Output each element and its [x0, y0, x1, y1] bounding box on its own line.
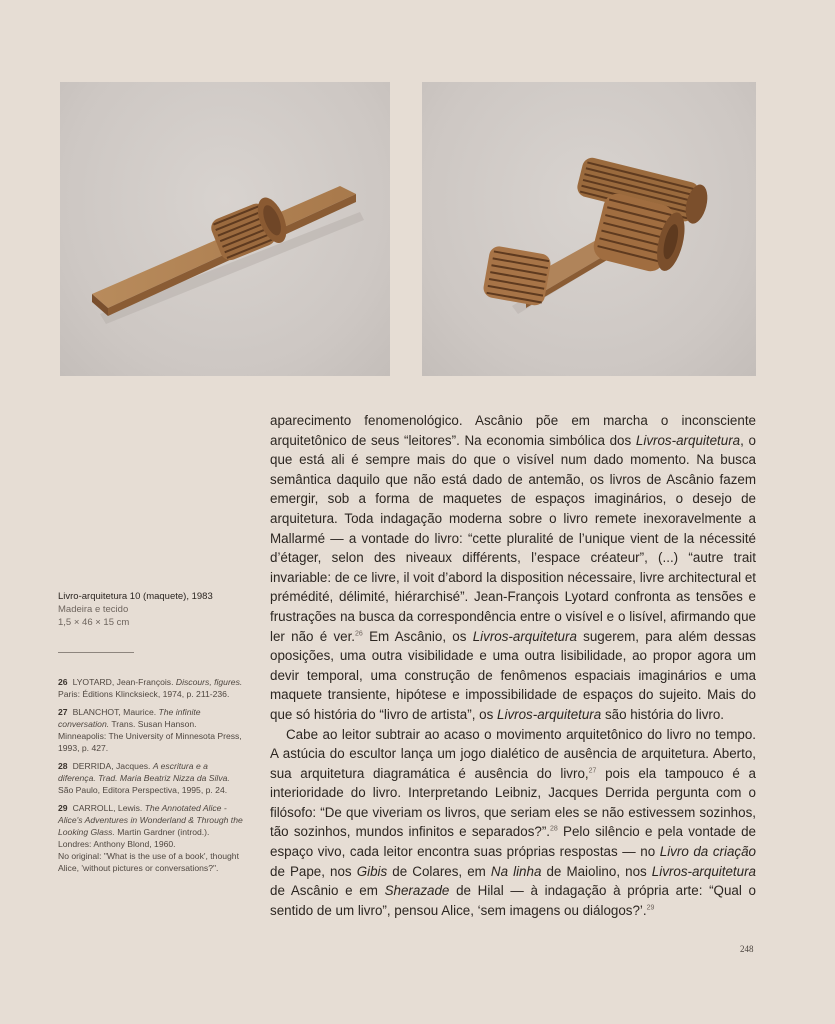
- caption-material: Madeira e tecido: [58, 604, 129, 615]
- text-run-italic: Gibis: [356, 863, 388, 879]
- text-run-italic: Livro da criação: [659, 844, 757, 860]
- text-run: de Ascânio e em: [270, 883, 385, 899]
- footnote-author: LYOTARD, Jean-François.: [72, 677, 176, 687]
- text-run: , o que está ali é sempre mais do que o visível num dado momento. Na busca semântica daquilo que não está dado de antemão, os livros de Ascânio fazem emergir, sob a forma de maquetes de espaços imaginários, o desejo de arquitetura. Toda indagação moderna sobre o livro remete inexoravelmente a Mallarmé — a vontade do livro: “cette pluralité de l’unique vient de la nécessité d’étager, selon des niveaux différents, l’espace créateur”, (...) “autre trait invariable: de ce livre, il voit d’abord la disposition nécessaire, livre architectural et prémédité, délimité, hiérarchisé”. Jean-François Lyotard confronta as tensões e frustrações na busca da correspondência entre o visível e o lisível, afirmando que ler não é ver.: [270, 432, 756, 644]
- text-run-italic: Livros-arquitetura: [472, 628, 577, 644]
- footnote-ref-26: 26: [355, 630, 363, 638]
- footnote-ref-28: 28: [550, 826, 558, 833]
- footnote-rest: Paris: Éditions Klincksieck, 1974, p. 211-236.: [58, 689, 230, 699]
- text-run: Pelo silêncio e pela vontade de espaço vivo, cada leitor encontra suas próprias respostas — no: [270, 824, 756, 860]
- footnote-divider: [58, 652, 134, 653]
- figure-caption: [58, 590, 238, 629]
- text-run-italic: Na linha: [490, 863, 542, 879]
- paragraph-1: [270, 411, 756, 725]
- footnote-rest: São Paulo, Editora Perspectiva, 1995, p. 24.: [58, 785, 228, 795]
- text-run: aparecimento fenomenológico. Ascânio põe em marcha o inconsciente arquitetônico de seus “leitores”. Na economia simbólica dos: [270, 413, 756, 448]
- photo-left: [60, 82, 390, 376]
- caption-dimensions: 1,5 × 46 × 15 cm: [58, 617, 130, 628]
- footnote-title: Discours, figures.: [175, 677, 243, 687]
- text-run: de Pape, nos: [270, 863, 357, 879]
- footnote-original-quote: No original: "What is the use of a book', thought Alice, 'without pictures or conversations?".: [58, 851, 239, 873]
- footnote-title: The Annotated Alice - Alice's Adventures in Wonderland & Through the Looking Glass.: [58, 803, 243, 837]
- text-run: sugerem, para além dessas oposições, uma outra visibilidade e uma outra lisibilidade, ao propor agora um devir temporal, uma construção de fenômenos espaciais imaginários e uma maquete transiente, hipótese e impossibilidade de espaços do sujeito. Mais do que só história do “livro de artista”, os: [270, 628, 757, 722]
- footnote-number: 29: [58, 803, 68, 813]
- text-run: pois ela tampouco é a interioridade do livro. Interpretando Leibniz, Jacques Derrida pergunta com o filósofo: “De que viveriam os livros, que seriam eles se não estivessem sozinhos, tão sozinhos, mundos infinitos e separados?”.: [270, 765, 756, 840]
- footnote-rest: Martin Gardner (introd.). Londres: Anthony Blond, 1960.: [58, 827, 210, 849]
- text-run: de Maiolino, nos: [541, 863, 652, 879]
- paragraph-2: [270, 725, 756, 921]
- footnote-title: The infinite conversation.: [58, 707, 201, 729]
- text-run: de Colares, em: [387, 863, 491, 879]
- caption-title: Livro-arquitetura 10: [58, 591, 141, 602]
- footnote-number: 26: [58, 677, 68, 687]
- footnote-28: [58, 760, 244, 796]
- footnote-author: DERRIDA, Jacques.: [72, 761, 153, 771]
- text-run: Em Ascânio, os: [362, 628, 473, 644]
- text-run: Cabe ao leitor subtrair ao acaso o movimento arquitetônico do livro no tempo. A astúcia do escultor lança um jogo dialético de ausência de arquitetura. Aberto, sua arquitetura diagramática é ausência do livro,: [270, 726, 756, 781]
- footnote-number: 28: [58, 761, 68, 771]
- text-run-italic: Sherazade: [384, 883, 450, 899]
- book-architecture-model-closed: [60, 82, 390, 376]
- footnote-number: 27: [58, 707, 68, 717]
- book-architecture-model-open: [422, 82, 756, 376]
- footnote-29: [58, 802, 244, 874]
- footnote-title: A escritura e a diferença. Trad. Maria Beatriz Nizza da Silva.: [58, 761, 230, 783]
- text-run: de Hilal — à indagação à própria arte: “Qual o sentido de um livro”, pensou Alice, ‘sem imagens ou diálogos?’.: [270, 883, 756, 918]
- text-run-italic: Livros-arquitetura: [497, 706, 602, 722]
- caption-title-suffix: (maquete), 1983: [140, 591, 213, 602]
- body-text: [270, 411, 756, 920]
- photo-right: [422, 82, 756, 376]
- footnote-26: [58, 676, 244, 700]
- footnote-author: BLANCHOT, Maurice.: [72, 707, 159, 717]
- text-run-italic: Livros-arquitetura: [651, 863, 756, 879]
- footnote-rest: Trans. Susan Hanson. Minneapolis: The University of Minnesota Press, 1993, p. 427.: [58, 719, 242, 753]
- footnote-ref-29: 29: [646, 904, 655, 912]
- footnote-author: CARROLL, Lewis.: [72, 803, 145, 813]
- text-run: são história do livro.: [601, 706, 725, 722]
- footnote-ref-27: 27: [588, 767, 597, 775]
- text-run-italic: Livros-arquitetura: [635, 432, 741, 448]
- caption-title-line: [58, 590, 238, 603]
- page-number: 248: [740, 944, 754, 954]
- footnotes: [58, 676, 244, 880]
- footnote-27: [58, 706, 244, 754]
